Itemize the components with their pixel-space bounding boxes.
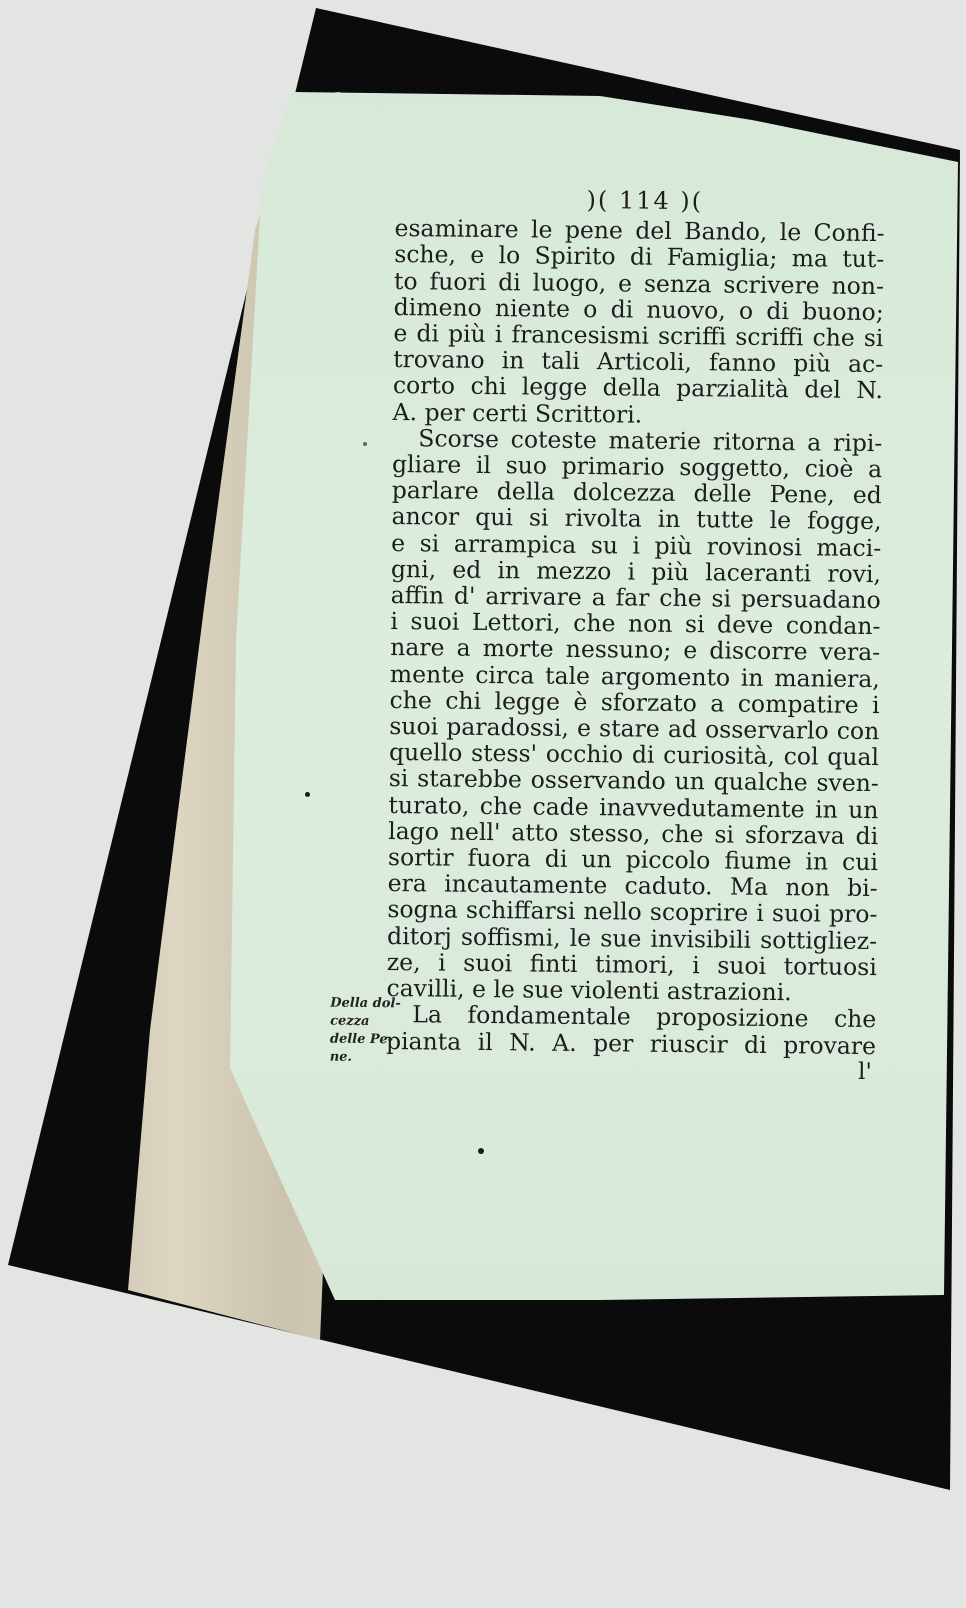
- text-line: sogna schiffarsi nello scoprire i suoi pro-: [387, 895, 878, 929]
- marginal-note: [330, 995, 411, 1068]
- catchword: l': [857, 1058, 872, 1085]
- text-line: dimeno niente o di nuovo, o di buono;: [393, 292, 884, 326]
- marginal-note-line: delle Pe-: [329, 1031, 394, 1048]
- text-line: e di più i francesismi scriffi scriffi che si: [393, 319, 884, 353]
- text-line: lago nell' atto stesso, che si sforzava di: [388, 816, 879, 850]
- text-line: gliare il suo primario soggetto, cioè a: [391, 450, 883, 484]
- running-head: )( 114 )(: [586, 186, 704, 216]
- marginal-note-line: Della dol-: [330, 995, 401, 1012]
- text-line: suoi paradossi, e stare ad osservarlo con: [389, 712, 880, 746]
- text-line: esaminare le pene del Bando, le Confi-: [394, 214, 885, 248]
- text-line: nare a morte nessuno; e discorre vera-: [390, 633, 881, 667]
- marginal-note-line: cezza: [330, 1013, 370, 1029]
- text-line: A. per certi Scrittori.: [392, 397, 643, 429]
- text-line: sortir fuora di un piccolo fiume in cui: [387, 843, 879, 877]
- text-line: Scorse coteste materie ritorna a ripi-: [418, 424, 883, 457]
- text-line: ditorj soffismi, le sue invisibili sottigliez-: [386, 921, 878, 955]
- text-line: ancor qui si rivolta in tutte le fogge,: [391, 502, 882, 536]
- text-line: e si arrampica su i più rovinosi maci-: [391, 528, 882, 562]
- text-line: quello stess' occhio di curiosità, col qual: [388, 738, 880, 772]
- text-line: era incautamente caduto. Ma non bi-: [387, 869, 878, 903]
- text-line: turato, che cade inavvedutamente in un: [388, 790, 879, 824]
- text-line: trovano in tali Articoli, fanno più ac-: [393, 345, 884, 379]
- marginal-note-line: ne.: [329, 1049, 353, 1065]
- text-line: corto chi legge della parzialità del N.: [392, 371, 884, 405]
- text-line: che chi legge è sforzato a compatire i: [389, 685, 880, 719]
- text-line: to fuori di luogo, e senza scrivere non-: [393, 266, 885, 300]
- ink-speck: [305, 792, 310, 797]
- ink-speck: [478, 1148, 484, 1154]
- text-line: sche, e lo Spirito di Famiglia; ma tut-: [394, 240, 885, 274]
- text-line: ze, i suoi finti timori, i suoi tortuosi: [386, 947, 877, 981]
- text-line: pianta il N. A. per riuscir di provare: [385, 1026, 877, 1060]
- text-line: si starebbe osservando un qualche sven-: [388, 764, 879, 798]
- text-line: cavilli, e le sue violenti astrazioni.: [386, 974, 792, 1007]
- text-line: parlare della dolcezza delle Pene, ed: [391, 476, 882, 510]
- text-line: gni, ed in mezzo i più laceranti rovi,: [390, 554, 882, 588]
- text-line: mente circa tale argomento in maniera,: [389, 659, 881, 693]
- text-line: La fondamentale proposizione che: [412, 1000, 877, 1034]
- ink-speck: [363, 442, 367, 446]
- page-body: [386, 185, 885, 1085]
- text-line: i suoi Lettori, che non si deve condan-: [390, 607, 881, 641]
- text-line: affin d' arrivare a far che si persuadano: [390, 581, 881, 615]
